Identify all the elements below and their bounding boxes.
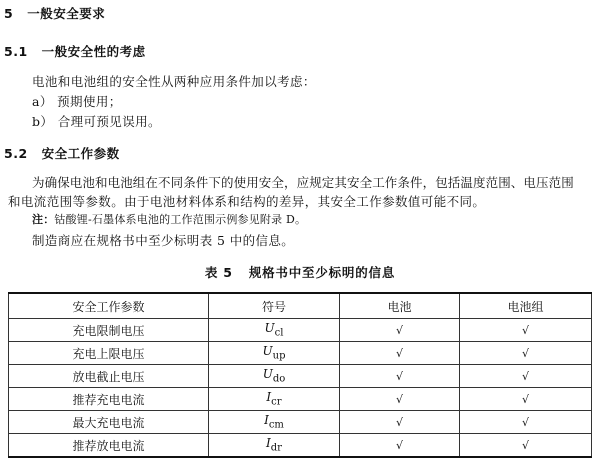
param-cell: 最大充电电流 [9,411,209,434]
symbol-letter: I [266,436,271,451]
symbol-subscript: up [272,350,286,362]
symbol-cell [209,365,340,388]
symbol-cell [209,434,340,458]
list-item [32,112,161,130]
note [32,211,306,227]
section-title: 一般安全性的考虑 [41,44,146,59]
cell-check: √ [340,388,460,411]
symbol-cell [209,319,340,342]
spec-table [8,292,592,458]
cell-check: √ [340,411,460,434]
pack-check: √ [460,319,592,342]
param-cell: 推荐放电电流 [9,434,209,458]
symbol-subscript: do [272,373,286,385]
cell-check: √ [340,342,460,365]
symbol-subscript: dr [270,442,282,454]
note-label: 注： [32,213,55,226]
pack-check: √ [460,342,592,365]
list-item-text: 预期使用； [57,94,122,109]
symbol-subscript: cl [274,327,284,339]
list-marker: b） [32,114,54,129]
symbol-cell [209,342,340,365]
cell-check: √ [340,365,460,388]
table-title: 规格书中至少标明的信息 [248,265,396,280]
symbol-letter: I [264,413,269,428]
table-row [9,388,592,411]
column-header: 符号 [209,293,340,319]
paragraph-line: 为确保电池和电池组在不同条件下的使用安全，应规定其安全工作条件，包括温度范围、电压范围 [32,175,574,190]
symbol-letter: I [266,390,272,405]
table-row [9,411,592,434]
column-header: 安全工作参数 [9,293,209,319]
pack-check: √ [460,411,592,434]
symbol-letter: U [262,367,273,382]
section-5-2-heading [4,144,120,162]
symbol-letter: U [264,321,275,336]
param-cell: 充电上限电压 [9,342,209,365]
list-item-text: 合理可预见误用。 [57,114,161,129]
section-5-1-heading [4,42,146,60]
table-row [9,319,592,342]
table-header-row [9,293,592,319]
cell-check: √ [340,434,460,458]
paragraph: 制造商应在规格书中至少标明表 5 中的信息。 [32,233,295,248]
cell-check: √ [340,319,460,342]
pack-check: √ [460,434,592,458]
table-row [9,434,592,458]
param-cell: 推荐充电电流 [9,388,209,411]
table-row [9,365,592,388]
note-text: 钴酸锂-石墨体系电池的工作范围示例参见附录 D。 [54,213,307,226]
section-number: 5 [4,6,14,21]
symbol-subscript: cm [268,419,284,431]
column-header: 电池 [340,293,460,319]
pack-check: √ [460,388,592,411]
table-number: 表 5 [204,265,233,280]
section-number: 5.1 [4,44,28,59]
section-number: 5.2 [4,146,28,161]
section-5-heading [4,4,105,22]
param-cell: 放电截止电压 [9,365,209,388]
list-item [32,92,122,110]
symbol-cell [209,388,340,411]
table-caption [0,263,600,281]
pack-check: √ [460,365,592,388]
section-title: 一般安全要求 [27,6,106,21]
symbol-subscript: cr [271,396,282,408]
table-row [9,342,592,365]
section-title: 安全工作参数 [41,146,120,161]
symbol-cell [209,411,340,434]
param-cell: 充电限制电压 [9,319,209,342]
intro-paragraph: 电池和电池组的安全性从两种应用条件加以考虑： [32,74,316,89]
paragraph-line: 和电流范围等参数。由于电池材料体系和结构的差异，其安全工作参数值可能不同。 [8,194,486,209]
list-marker: a） [32,94,53,109]
symbol-letter: U [262,344,273,359]
column-header: 电池组 [460,293,592,319]
